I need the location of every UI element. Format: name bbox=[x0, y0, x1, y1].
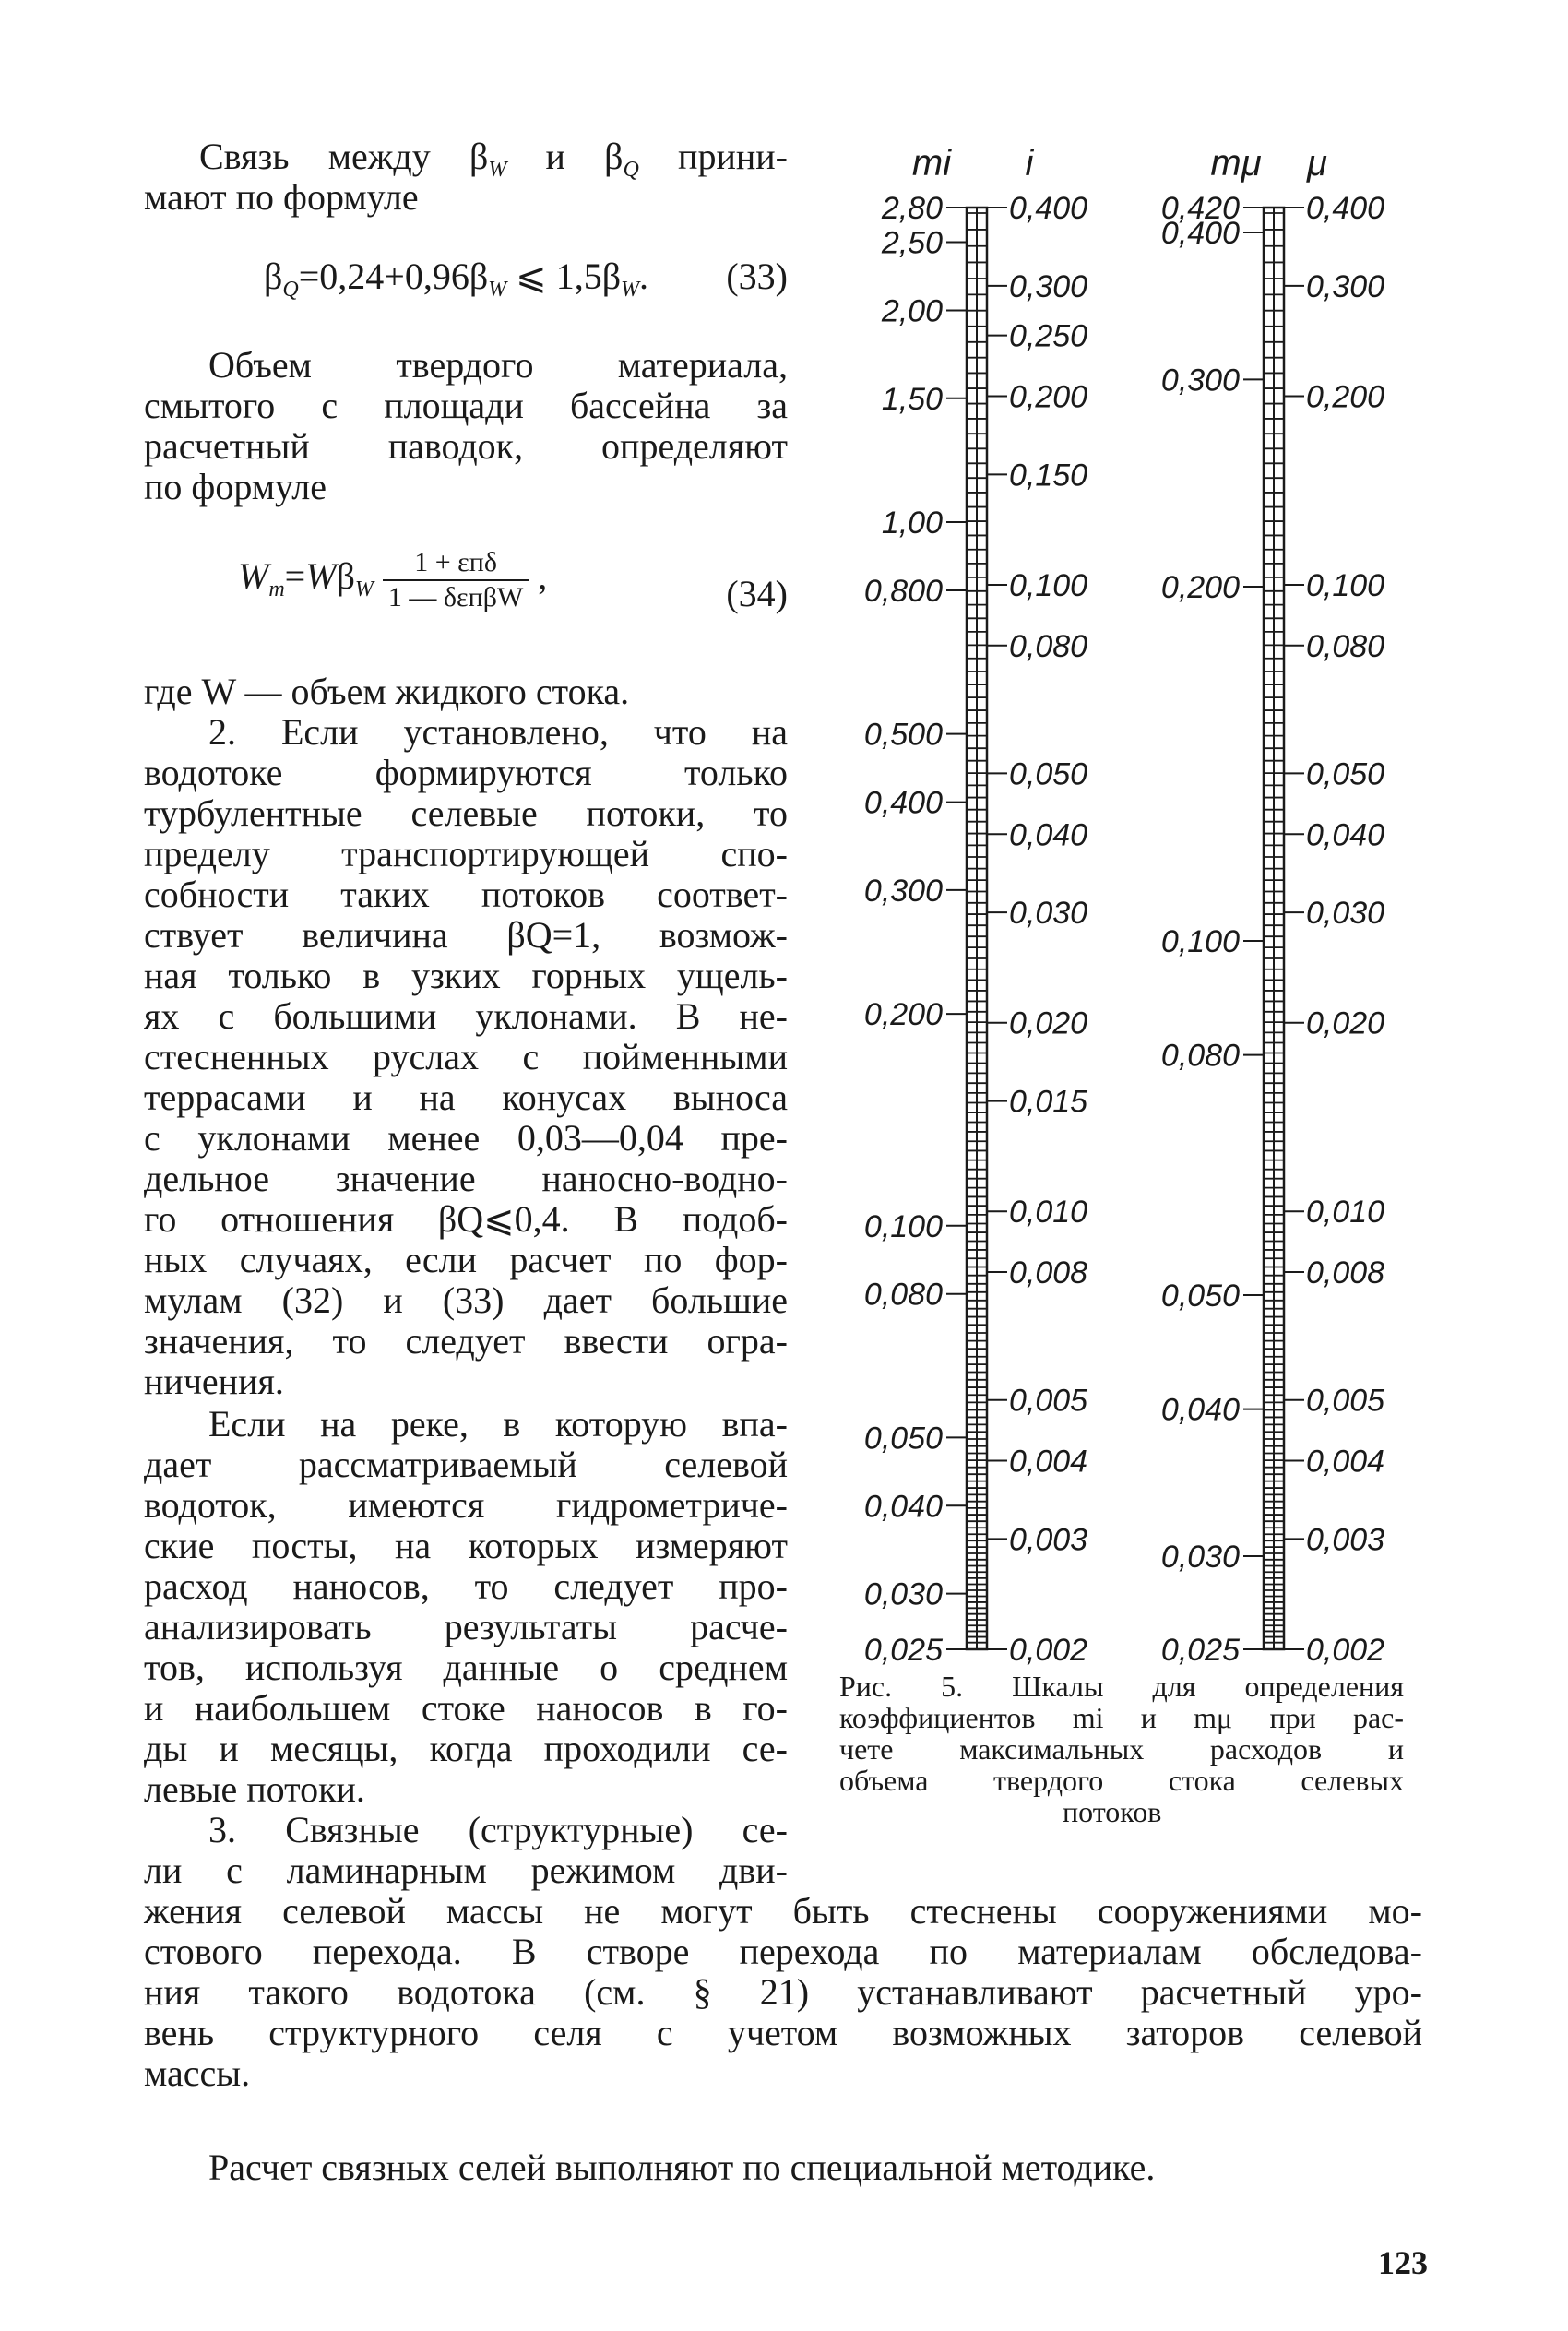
para-2-line-2: смытого с площади бассейна за bbox=[144, 385, 788, 426]
para-6-full-line-4: вень структурного селя с учетом возможных заторов селевой bbox=[144, 2012, 1422, 2053]
scale2-right-label: 0,002 bbox=[1306, 1633, 1385, 1668]
scale2-left-label: 0,100 bbox=[1160, 924, 1240, 960]
scale1-header-right: i bbox=[1025, 143, 1034, 184]
caption-line-3: чете максимальных расходов и bbox=[839, 1732, 1404, 1766]
equation-34-denominator: 1 — δεпβW bbox=[387, 582, 524, 612]
scale1-left-label: 0,300 bbox=[863, 873, 943, 909]
para-5-line-1: Если на реке, в которую впа- bbox=[208, 1403, 788, 1445]
para-3-line-1: где W — объем жидкого стока. bbox=[144, 671, 630, 712]
para-4-line-8: ях с большими уклонами. В не- bbox=[144, 995, 788, 1037]
caption-line-5: потоков bbox=[1063, 1795, 1162, 1828]
scale1-right-label: 0,200 bbox=[1009, 379, 1088, 415]
para-5-line-4: ские посты, на которых измеряют bbox=[144, 1525, 788, 1566]
scale1-right-label: 0,400 bbox=[1009, 191, 1088, 226]
scale1-left-label: 0,040 bbox=[863, 1489, 943, 1525]
para-4-line-2: водотоке формируются только bbox=[144, 752, 788, 793]
para-4-line-7: ная только в узких горных ущель- bbox=[144, 955, 788, 996]
scale1-left-label: 0,400 bbox=[863, 785, 943, 821]
scale2-right-label: 0,020 bbox=[1306, 1005, 1385, 1041]
scale2-right-label: 0,005 bbox=[1306, 1383, 1385, 1419]
para-4-line-15: мулам (32) и (33) дает большие bbox=[144, 1279, 788, 1321]
scale1-right-label: 0,100 bbox=[1009, 567, 1088, 603]
scale1-left-label: 0,050 bbox=[863, 1421, 943, 1457]
para-6-full-line-2: стового перехода. В створе перехода по материалам обследова- bbox=[144, 1931, 1422, 1972]
para-4-line-4: пределу транспортирующей спо- bbox=[144, 833, 788, 874]
scale1-right-label: 0,250 bbox=[1009, 318, 1088, 354]
scale1-left-label: 2,50 bbox=[881, 225, 943, 261]
scale1-right-label: 0,040 bbox=[1009, 817, 1088, 853]
scale2-left-label: 0,040 bbox=[1160, 1392, 1240, 1428]
para-4-line-14: ных случаях, если расчет по фор- bbox=[144, 1239, 788, 1280]
scale2-header-left: mμ bbox=[1210, 143, 1262, 184]
para-4-line-3: турбулентные селевые потоки, то bbox=[144, 792, 788, 834]
scale2-right-label: 0,400 bbox=[1306, 191, 1385, 226]
caption-line-2: коэффициентов mi и mμ при рас- bbox=[839, 1701, 1404, 1734]
caption-line-1: Рис. 5. Шкалы для определения bbox=[839, 1670, 1404, 1703]
scale2-right-label: 0,300 bbox=[1306, 268, 1385, 304]
para-5-line-5: расход наносов, то следует про- bbox=[144, 1565, 788, 1607]
equation-34-numerator: 1 + εпδ bbox=[383, 546, 529, 581]
para-5-line-9: ды и месяцы, когда проходили се- bbox=[144, 1728, 788, 1769]
scale2-right-label: 0,003 bbox=[1306, 1522, 1385, 1558]
scale2-left-label: 0,080 bbox=[1160, 1038, 1240, 1074]
scale-mi-i bbox=[864, 143, 1087, 1668]
para-2-line-1: Объем твердого материала, bbox=[208, 344, 788, 386]
scale2-header-right: μ bbox=[1307, 143, 1327, 184]
para-6-line-2: ли с ламинарным режимом дви- bbox=[144, 1849, 788, 1891]
scale2-right-label: 0,004 bbox=[1306, 1444, 1385, 1480]
scale1-right-label: 0,020 bbox=[1009, 1005, 1088, 1041]
caption-line-4: объема твердого стока селевых bbox=[839, 1764, 1404, 1797]
scale2-left-label: 0,025 bbox=[1160, 1633, 1240, 1668]
para-5-line-10: левые потоки. bbox=[144, 1768, 365, 1810]
page-number: 123 bbox=[1378, 2244, 1428, 2281]
scale2-left-label: 0,200 bbox=[1160, 570, 1240, 606]
para-6-full-line-1: жения селевой массы не могут быть стеснены сооружениями мо- bbox=[144, 1890, 1422, 1932]
scale1-right-label: 0,002 bbox=[1009, 1633, 1088, 1668]
para-5-line-3: водоток, имеются гидрометриче- bbox=[144, 1484, 788, 1526]
scale2-right-label: 0,080 bbox=[1306, 628, 1385, 664]
scale1-right-label: 0,003 bbox=[1009, 1522, 1088, 1558]
scale2-right-label: 0,010 bbox=[1306, 1195, 1385, 1231]
para-5-line-7: тов, используя данные о среднем bbox=[144, 1647, 788, 1688]
scale1-left-label: 0,200 bbox=[863, 997, 943, 1033]
para-6-full-line-3: ния такого водотока (см. § 21) устанавливают расчетный уро- bbox=[144, 1971, 1422, 2013]
scale1-right-label: 0,008 bbox=[1009, 1255, 1088, 1291]
scale1-left-label: 0,100 bbox=[863, 1208, 943, 1244]
scale2-left-label: 0,420 bbox=[1160, 191, 1240, 226]
para-6-full-line-5: массы. bbox=[144, 2052, 251, 2094]
scale1-right-label: 0,300 bbox=[1009, 268, 1088, 304]
paragraph-7: Расчет связных селей выполняют по специальной методике. bbox=[208, 2147, 1156, 2188]
scale2-right-label: 0,050 bbox=[1306, 756, 1385, 792]
para-4-line-9: стесненных руслах с пойменными bbox=[144, 1036, 788, 1077]
scale1-right-label: 0,010 bbox=[1009, 1195, 1088, 1231]
equation-33-number: (33) bbox=[726, 256, 788, 297]
scale2-right-label: 0,008 bbox=[1306, 1255, 1385, 1291]
scale2-right-label: 0,100 bbox=[1306, 567, 1385, 603]
scale1-left-label: 1,00 bbox=[881, 505, 943, 541]
scale1-left-label: 2,00 bbox=[881, 293, 943, 329]
para-5-line-2: дает рассматриваемый селевой bbox=[144, 1444, 788, 1485]
equation-34-number: (34) bbox=[726, 573, 788, 614]
para-4-line-17: ничения. bbox=[144, 1361, 284, 1402]
para-5-line-8: и наибольшем стоке наносов в го- bbox=[144, 1687, 788, 1729]
scale1-right-label: 0,015 bbox=[1009, 1084, 1088, 1120]
para-4-line-16: значения, то следует ввести огра- bbox=[144, 1320, 788, 1362]
scale1-left-label: 0,800 bbox=[863, 573, 943, 609]
para-4-line-5: собности таких потоков соответ- bbox=[144, 874, 788, 915]
para-4-line-13: го отношения βQ⩽0,4. В подоб- bbox=[144, 1198, 788, 1240]
scale1-right-label: 0,004 bbox=[1009, 1444, 1088, 1480]
equation-34-comma: , bbox=[538, 555, 548, 598]
equation-33: $\beta_Q=0,24+0,96\beta_W$ ⩽ $1,5\beta_W$. (33) bbox=[264, 256, 788, 302]
para-4-line-11: с уклонами менее 0,03—0,04 пре- bbox=[144, 1117, 788, 1159]
scale1-left-label: 2,80 bbox=[881, 191, 943, 226]
para-4-line-6: ствует величина βQ=1, возмож- bbox=[144, 914, 788, 956]
para-1-line-1: Связь между $\beta_W$ и $\beta_Q$ прини- bbox=[199, 136, 788, 182]
scale1-left-label: 1,50 bbox=[881, 381, 943, 417]
para-5-line-6: анализировать результаты расче- bbox=[144, 1606, 788, 1647]
scale2-right-label: 0,040 bbox=[1306, 817, 1385, 853]
scale1-header-left: mi bbox=[911, 143, 952, 184]
equation-34: $W_т=W\beta_W$ $\frac{\text{1 + εпδ}}{\text{1 — δεпβW}}$ , (34) bbox=[238, 547, 788, 614]
scale2-left-label: 0,030 bbox=[1160, 1539, 1240, 1575]
scale2-left-label: 0,300 bbox=[1160, 363, 1240, 398]
scale2-left-label: 0,050 bbox=[1160, 1278, 1240, 1314]
scale1-left-label: 0,080 bbox=[863, 1277, 943, 1313]
scale-mmu-mu bbox=[1161, 143, 1384, 1668]
scale2-left-label: 0,400 bbox=[1160, 216, 1240, 252]
scale1-left-label: 0,025 bbox=[863, 1633, 943, 1668]
para-2-line-4: по формуле bbox=[144, 466, 327, 507]
para-4-line-10: террасами и на конусах выноса bbox=[144, 1076, 788, 1118]
scale1-right-label: 0,030 bbox=[1009, 896, 1088, 932]
para-6-line-1: 3. Связные (структурные) се- bbox=[208, 1809, 788, 1850]
scale2-right-label: 0,030 bbox=[1306, 896, 1385, 932]
scale1-left-label: 0,030 bbox=[863, 1576, 943, 1612]
scale1-right-label: 0,005 bbox=[1009, 1383, 1088, 1419]
scale1-left-label: 0,500 bbox=[863, 717, 943, 753]
para-4-line-1: 2. Если установлено, что на bbox=[208, 711, 788, 753]
scale1-right-label: 0,080 bbox=[1009, 628, 1088, 664]
para-4-line-12: дельное значение наносно-водно- bbox=[144, 1158, 788, 1199]
scale1-right-label: 0,150 bbox=[1009, 458, 1088, 494]
scale2-right-label: 0,200 bbox=[1306, 379, 1385, 415]
para-2-line-3: расчетный паводок, определяют bbox=[144, 425, 788, 467]
scale1-right-label: 0,050 bbox=[1009, 756, 1088, 792]
para-1-line-2: мают по формуле bbox=[144, 176, 419, 218]
